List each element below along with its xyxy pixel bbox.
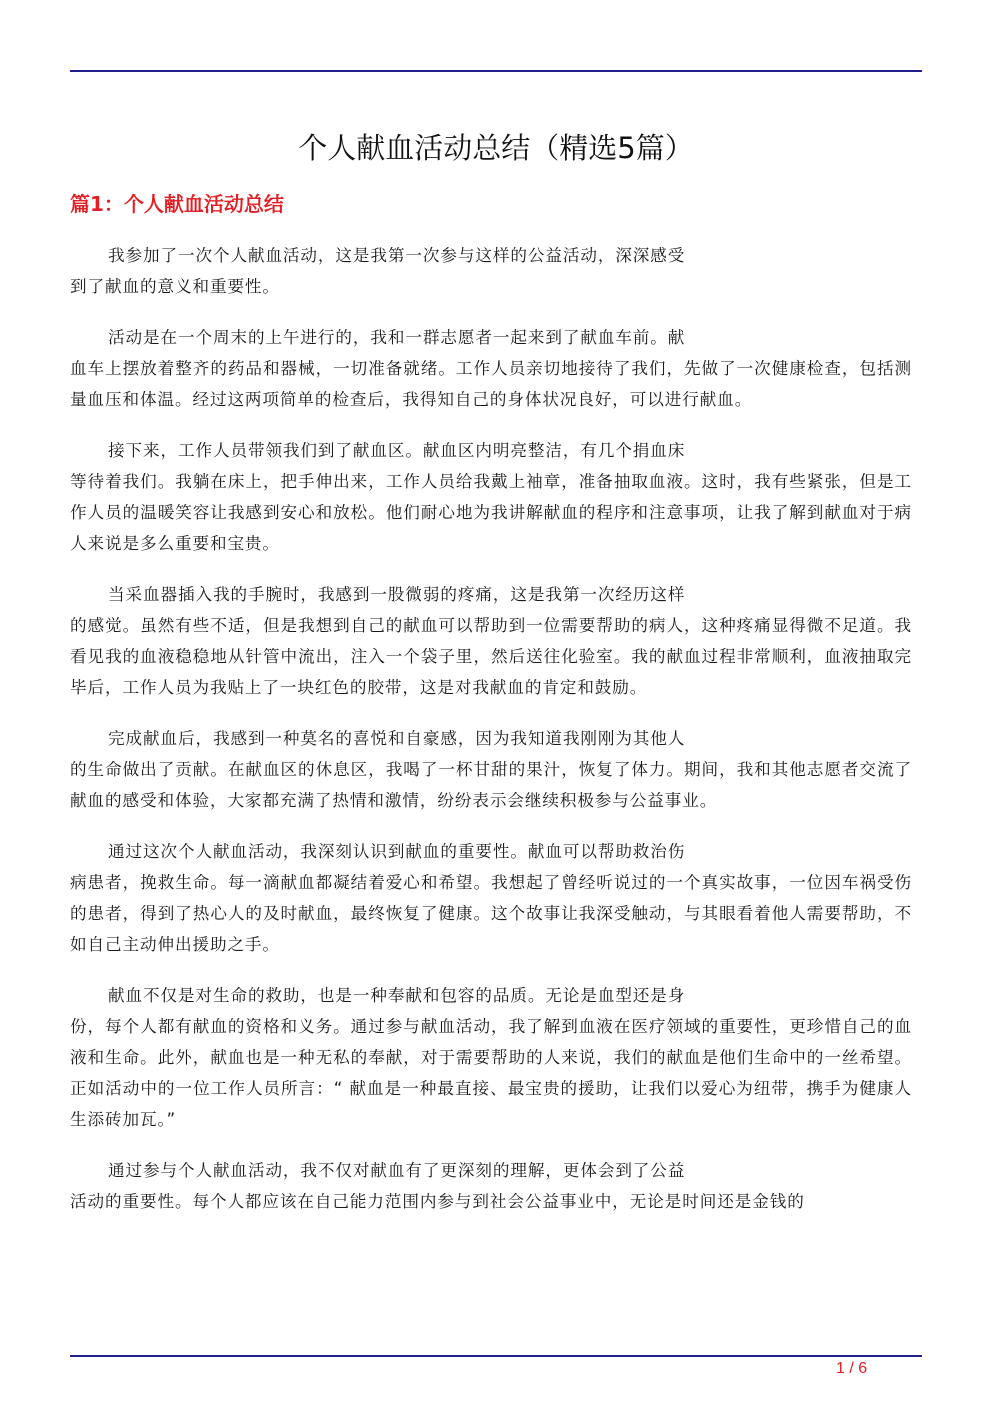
paragraph-3 — [70, 435, 912, 559]
paragraph-first-line: 接下来，工作人员带领我们到了献血区。献血区内明亮整洁，有几个捐血床 — [108, 441, 686, 460]
paragraph-4 — [70, 579, 912, 703]
paragraph-first-line: 完成献血后，我感到一种莫名的喜悦和自豪感，因为我知道我刚刚为其他人 — [108, 729, 686, 748]
paragraph-first-line: 当采血器插入我的手腕时，我感到一股微弱的疼痛，这是我第一次经历这样 — [108, 585, 686, 604]
paragraph-continuation: 活动的重要性。每个人都应该在自己能力范围内参与到社会公益事业中，无论是时间还是金钱的 — [70, 1192, 805, 1211]
paragraph-7 — [70, 980, 912, 1135]
paragraph-first-line: 献血不仅是对生命的救助，也是一种奉献和包容的品质。无论是血型还是身 — [108, 986, 686, 1005]
paragraph-continuation: 到了献血的意义和重要性。 — [70, 277, 280, 296]
paragraph-continuation: 病患者，挽救生命。每一滴献血都凝结着爱心和希望。我想起了曾经听说过的一个真实故事，一位因车祸受伤的患者，得到了热心人的及时献血，最终恢复了健康。这个故事让我深受触动，与其眼看着他人需要帮助，不如自己主动伸出援助之手。 — [70, 873, 912, 954]
article-body — [70, 240, 912, 1237]
paragraph-first-line: 我参加了一次个人献血活动，这是我第一次参与这样的公益活动，深深感受 — [108, 246, 686, 265]
paragraph-1 — [70, 240, 912, 302]
paragraph-continuation: 血车上摆放着整齐的药品和器械，一切准备就绪。工作人员亲切地接待了我们，先做了一次健康检查，包括测量血压和体温。经过这两项简单的检查后，我得知自己的身体状况良好，可以进行献血。 — [70, 359, 912, 409]
header-rule — [70, 70, 922, 72]
paragraph-continuation: 的生命做出了贡献。在献血区的休息区，我喝了一杯甘甜的果汁，恢复了体力。期间，我和其他志愿者交流了献血的感受和体验，大家都充满了热情和激情，纷纷表示会继续积极参与公益事业。 — [70, 760, 912, 810]
paragraph-continuation: 份，每个人都有献血的资格和义务。通过参与献血活动，我了解到血液在医疗领域的重要性，更珍惜自己的血液和生命。此外，献血也是一种无私的奉献，对于需要帮助的人来说，我们的献血是他们生命中的一丝希望。正如活动中的一位工作人员所言：“ 献血是一种最直接、最宝贵的援助，让我们以爱心为纽带，携手为健康人生添砖加瓦。” — [70, 1017, 912, 1129]
section-heading: 篇1：个人献血活动总结 — [70, 192, 284, 216]
paragraph-2 — [70, 322, 912, 415]
paragraph-continuation: 等待着我们。我躺在床上，把手伸出来，工作人员给我戴上袖章，准备抽取血液。这时，我有些紧张，但是工作人员的温暖笑容让我感到安心和放松。他们耐心地为我讲解献血的程序和注意事项，让我了解到献血对于病人来说是多么重要和宝贵。 — [70, 472, 912, 553]
paragraph-6 — [70, 836, 912, 960]
paragraph-first-line: 通过这次个人献血活动，我深刻认识到献血的重要性。献血可以帮助救治伤 — [108, 842, 686, 861]
paragraph-5 — [70, 723, 912, 816]
paragraph-first-line: 活动是在一个周末的上午进行的，我和一群志愿者一起来到了献血车前。献 — [108, 328, 686, 347]
paragraph-continuation: 的感觉。虽然有些不适，但是我想到自己的献血可以帮助到一位需要帮助的病人，这种疼痛显得微不足道。我看见我的血液稳稳地从针管中流出，注入一个袋子里，然后送往化验室。我的献血过程非常顺利，血液抽取完毕后，工作人员为我贴上了一块红色的胶带，这是对我献血的肯定和鼓励。 — [70, 616, 912, 697]
paragraph-8 — [70, 1155, 912, 1217]
footer-rule — [70, 1355, 922, 1357]
document-title: 个人献血活动总结（精选5篇） — [298, 131, 694, 165]
paragraph-first-line: 通过参与个人献血活动，我不仅对献血有了更深刻的理解，更体会到了公益 — [108, 1161, 686, 1180]
page-number: 1 / 6 — [836, 1360, 868, 1377]
